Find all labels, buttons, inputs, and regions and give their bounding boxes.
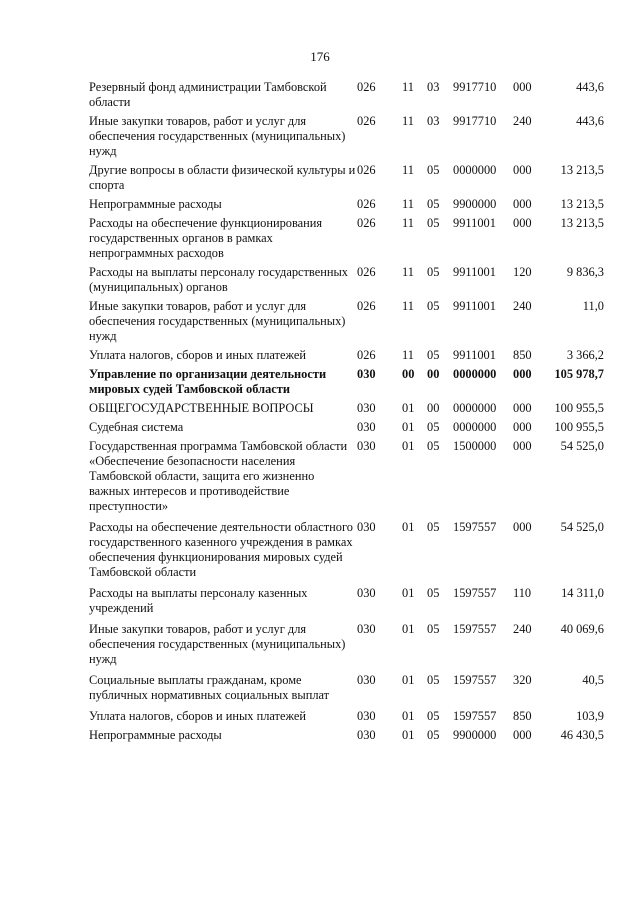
table-row xyxy=(89,348,604,363)
code-pr: 05 xyxy=(427,216,440,230)
table-row xyxy=(89,420,604,435)
code-pr: 05 xyxy=(427,197,440,211)
code-gr: 026 xyxy=(357,80,376,94)
code-gr: 030 xyxy=(357,401,376,415)
row-sum: 13 213,5 xyxy=(560,197,604,211)
table-row xyxy=(89,673,604,703)
row-sum: 13 213,5 xyxy=(560,216,604,230)
table-row xyxy=(89,709,604,724)
code-cs: 0000000 xyxy=(453,163,497,177)
code-vr: 000 xyxy=(513,401,532,415)
code-vr: 850 xyxy=(513,709,532,723)
row-name: Непрограммные расходы xyxy=(89,728,222,742)
code-cs: 9900000 xyxy=(453,197,497,211)
table-row xyxy=(89,299,604,344)
row-sum: 105 978,7 xyxy=(554,367,604,381)
code-vr: 000 xyxy=(513,520,532,534)
code-pr: 05 xyxy=(427,709,440,723)
code-vr: 320 xyxy=(513,673,532,687)
row-sum: 54 525,0 xyxy=(560,520,604,534)
code-vr: 240 xyxy=(513,299,532,313)
budget-table xyxy=(89,80,604,743)
table-row xyxy=(89,622,604,667)
code-rz: 11 xyxy=(402,348,414,362)
code-vr: 240 xyxy=(513,622,532,636)
table-row xyxy=(89,163,604,193)
code-rz: 01 xyxy=(402,439,415,453)
code-pr: 00 xyxy=(427,401,440,415)
code-gr: 026 xyxy=(357,299,376,313)
code-rz: 01 xyxy=(402,401,415,415)
code-vr: 120 xyxy=(513,265,532,279)
code-gr: 030 xyxy=(357,420,376,434)
row-sum: 13 213,5 xyxy=(560,163,604,177)
code-cs: 9917710 xyxy=(453,114,497,128)
code-cs: 9911001 xyxy=(453,265,496,279)
code-rz: 00 xyxy=(402,367,415,381)
code-cs: 9900000 xyxy=(453,728,497,742)
row-name: Иные закупки товаров, работ и услуг для обеспечения государственных (муниципальных) нужд xyxy=(89,299,346,343)
code-cs: 9911001 xyxy=(453,216,496,230)
code-vr: 000 xyxy=(513,728,532,742)
code-gr: 030 xyxy=(357,728,376,742)
code-cs: 9911001 xyxy=(453,348,496,362)
code-rz: 11 xyxy=(402,114,414,128)
code-pr: 00 xyxy=(427,367,440,381)
row-sum: 9 836,3 xyxy=(566,265,604,279)
table-row xyxy=(89,114,604,159)
code-cs: 0000000 xyxy=(453,420,497,434)
row-name: Расходы на выплаты персоналу государственных (муниципальных) органов xyxy=(89,265,348,294)
code-gr: 030 xyxy=(357,439,376,453)
row-sum: 40 069,6 xyxy=(560,622,604,636)
row-name: Резервный фонд администрации Тамбовской области xyxy=(89,80,327,109)
code-rz: 01 xyxy=(402,709,415,723)
code-cs: 0000000 xyxy=(453,367,497,381)
code-pr: 05 xyxy=(427,265,440,279)
code-pr: 05 xyxy=(427,728,440,742)
table-row xyxy=(89,586,604,616)
code-pr: 03 xyxy=(427,80,440,94)
code-cs: 1597557 xyxy=(453,709,497,723)
code-pr: 05 xyxy=(427,586,440,600)
table-row xyxy=(89,80,604,110)
row-sum: 443,6 xyxy=(576,114,604,128)
row-sum: 46 430,5 xyxy=(560,728,604,742)
row-sum: 100 955,5 xyxy=(554,420,604,434)
row-name: Уплата налогов, сборов и иных платежей xyxy=(89,709,307,723)
code-rz: 11 xyxy=(402,216,414,230)
code-rz: 11 xyxy=(402,80,414,94)
table-row xyxy=(89,439,604,514)
code-pr: 05 xyxy=(427,348,440,362)
code-rz: 01 xyxy=(402,673,415,687)
table-row xyxy=(89,520,604,580)
code-gr: 026 xyxy=(357,114,376,128)
code-pr: 05 xyxy=(427,163,440,177)
table-row xyxy=(89,728,604,743)
code-cs: 1597557 xyxy=(453,622,497,636)
code-rz: 11 xyxy=(402,197,414,211)
code-pr: 05 xyxy=(427,622,440,636)
code-gr: 030 xyxy=(357,367,376,381)
row-name: Иные закупки товаров, работ и услуг для обеспечения государственных (муниципальных) нужд xyxy=(89,114,346,158)
row-sum: 100 955,5 xyxy=(554,401,604,415)
code-rz: 11 xyxy=(402,299,414,313)
row-sum: 54 525,0 xyxy=(560,439,604,453)
code-rz: 01 xyxy=(402,622,415,636)
row-name: Расходы на выплаты персоналу казенных учреждений xyxy=(89,586,308,615)
code-vr: 850 xyxy=(513,348,532,362)
code-gr: 026 xyxy=(357,348,376,362)
code-gr: 026 xyxy=(357,197,376,211)
row-name: ОБЩЕГОСУДАРСТВЕННЫЕ ВОПРОСЫ xyxy=(89,401,314,415)
code-pr: 05 xyxy=(427,439,440,453)
code-cs: 0000000 xyxy=(453,401,497,415)
row-name: Непрограммные расходы xyxy=(89,197,222,211)
row-name: Судебная система xyxy=(89,420,184,434)
table-row xyxy=(89,367,604,397)
row-name: Расходы на обеспечение функционирования государственных органов в рамках непрограммных расходов xyxy=(89,216,323,260)
code-cs: 1597557 xyxy=(453,586,497,600)
code-gr: 026 xyxy=(357,265,376,279)
code-pr: 05 xyxy=(427,520,440,534)
code-pr: 05 xyxy=(427,420,440,434)
row-name: Управление по организации деятельности мировых судей Тамбовской области xyxy=(89,367,327,396)
code-vr: 000 xyxy=(513,197,532,211)
code-rz: 11 xyxy=(402,163,414,177)
row-name: Государственная программа Тамбовской области «Обеспечение безопасности населения Тамбовской области, защита его жизненно важных интересов и противодействие преступности» xyxy=(89,439,348,513)
code-rz: 01 xyxy=(402,520,415,534)
code-cs: 1597557 xyxy=(453,673,497,687)
code-pr: 05 xyxy=(427,299,440,313)
table-row xyxy=(89,216,604,261)
code-cs: 1597557 xyxy=(453,520,497,534)
code-vr: 000 xyxy=(513,439,532,453)
code-vr: 000 xyxy=(513,420,532,434)
code-cs: 1500000 xyxy=(453,439,497,453)
code-gr: 026 xyxy=(357,163,376,177)
row-sum: 11,0 xyxy=(582,299,604,313)
row-sum: 3 366,2 xyxy=(566,348,604,362)
code-cs: 9917710 xyxy=(453,80,497,94)
row-name: Социальные выплаты гражданам, кроме публичных нормативных социальных выплат xyxy=(89,673,330,702)
row-name: Расходы на обеспечение деятельности областного государственного казенного учреждения в рамках обеспечения функционирования мировых судей Тамбовской области xyxy=(89,520,353,579)
code-gr: 030 xyxy=(357,586,376,600)
row-name: Другие вопросы в области физической культуры и спорта xyxy=(89,163,356,192)
code-rz: 11 xyxy=(402,265,414,279)
code-vr: 000 xyxy=(513,163,532,177)
code-gr: 030 xyxy=(357,520,376,534)
code-rz: 01 xyxy=(402,728,415,742)
code-vr: 240 xyxy=(513,114,532,128)
table-row xyxy=(89,197,604,212)
page-number: 176 xyxy=(310,49,330,64)
code-gr: 026 xyxy=(357,216,376,230)
code-gr: 030 xyxy=(357,673,376,687)
code-pr: 03 xyxy=(427,114,440,128)
code-vr: 000 xyxy=(513,80,532,94)
table-body xyxy=(89,80,604,743)
row-sum: 103,9 xyxy=(576,709,604,723)
code-gr: 030 xyxy=(357,709,376,723)
code-rz: 01 xyxy=(402,420,415,434)
code-pr: 05 xyxy=(427,673,440,687)
table-row xyxy=(89,265,604,295)
code-cs: 9911001 xyxy=(453,299,496,313)
code-rz: 01 xyxy=(402,586,415,600)
table-row xyxy=(89,401,604,416)
row-name: Иные закупки товаров, работ и услуг для обеспечения государственных (муниципальных) нужд xyxy=(89,622,346,666)
code-vr: 110 xyxy=(513,586,532,600)
row-sum: 443,6 xyxy=(576,80,604,94)
row-sum: 40,5 xyxy=(582,673,604,687)
row-name: Уплата налогов, сборов и иных платежей xyxy=(89,348,307,362)
row-sum: 14 311,0 xyxy=(561,586,604,600)
code-vr: 000 xyxy=(513,367,532,381)
code-gr: 030 xyxy=(357,622,376,636)
code-vr: 000 xyxy=(513,216,532,230)
